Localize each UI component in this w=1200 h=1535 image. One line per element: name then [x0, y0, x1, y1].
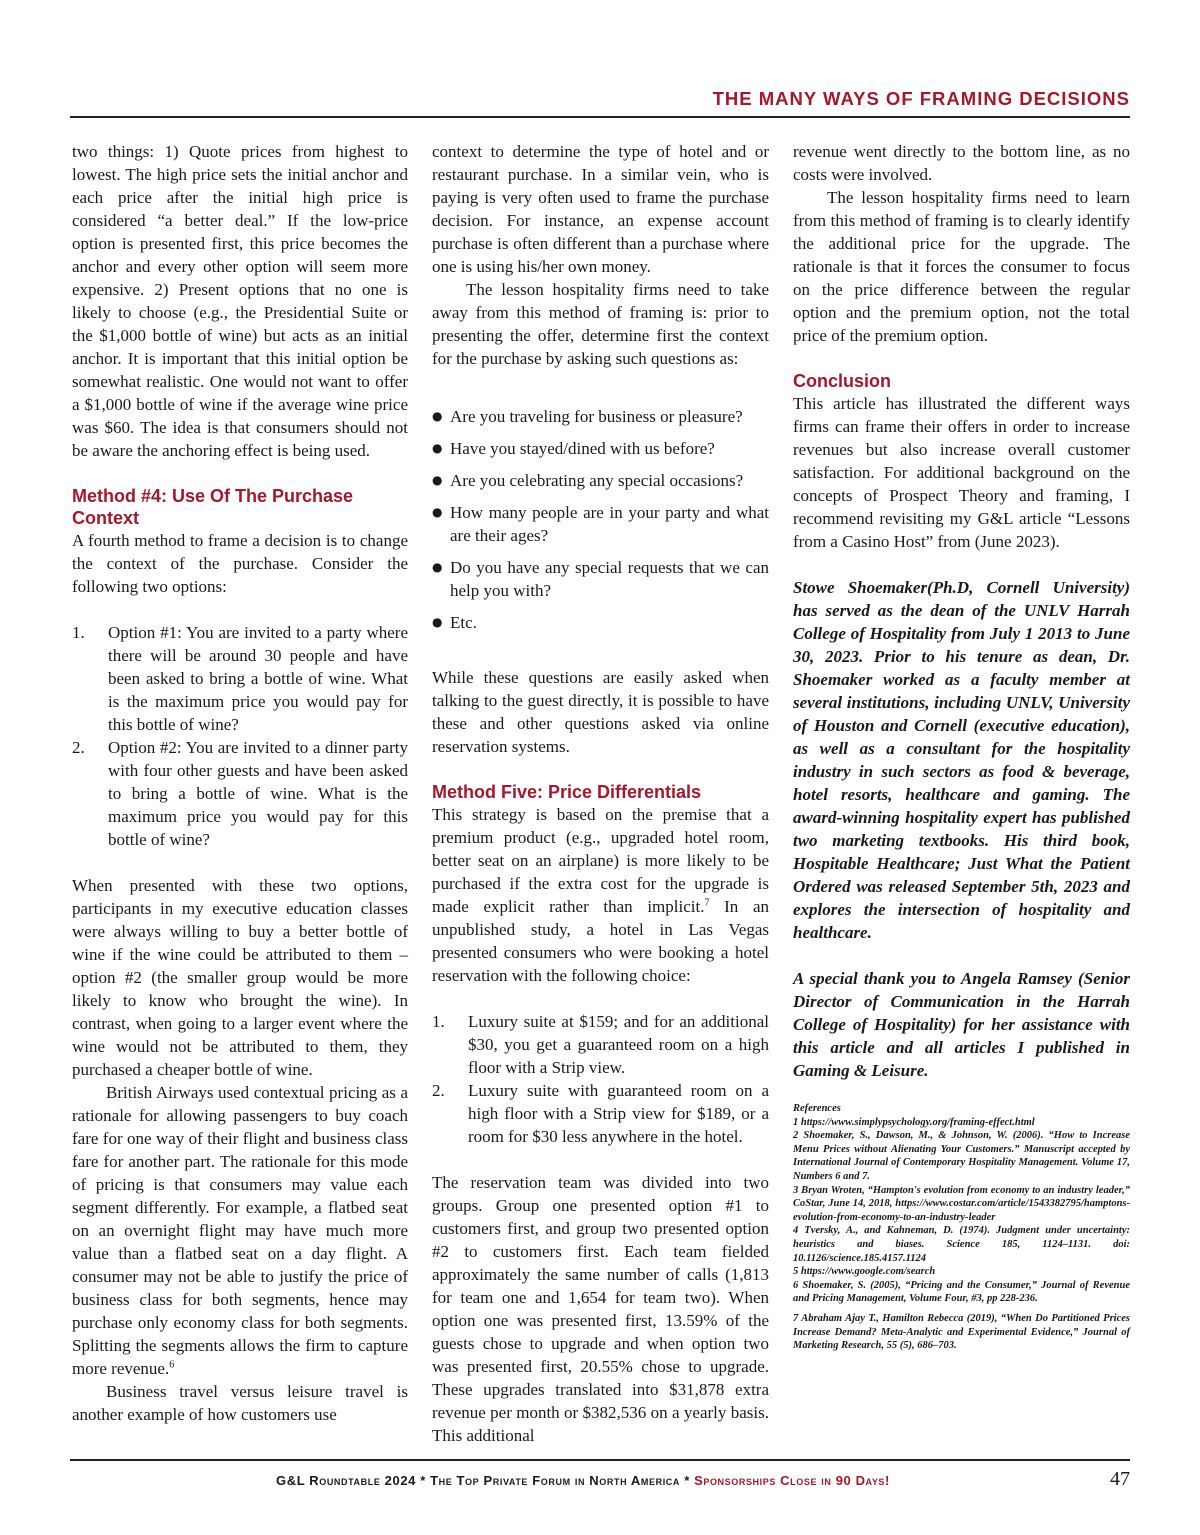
column-1	[72, 140, 408, 1426]
col1-paragraph: A fourth method to frame a decision is to change the context of the purchase. Consider the following two options:	[72, 531, 408, 596]
col1-paragraph	[72, 1081, 408, 1380]
list-text: Luxury suite at $159; and for an additional $30, you get a guaranteed room on a high floor with a Strip view.	[468, 1012, 769, 1077]
list-text: Luxury suite with guaranteed room on a high floor with a Strip view for $189, or a room for $30 less anywhere in the hotel.	[468, 1081, 769, 1146]
col2-paragraph: The lesson hospitality firms need to take away from this method of framing is: prior to presenting the offer, determine first the context for the purchase by asking such questions as:	[432, 280, 769, 368]
reference-item: 7 Abraham Ajay T., Hamilton Rebecca (2019), “When Do Partitioned Prices Increase Demand? Meta-Analytic and Experimental Evidence,” Journal of Marketing Research, 55 (5), 686–703.	[793, 1312, 1130, 1352]
list-number: 1.	[432, 1012, 445, 1031]
paragraph-text: In an unpublished study, a hotel in Las Vegas presented consumers who were booking a hotel reservation with the following choice:	[432, 897, 769, 985]
col3-paragraph: The lesson hospitality firms need to learn from this method of framing is to clearly identify the additional price for the upgrade. The rationale is that it forces the consumer to focus on the price difference between the regular option and the premium option, not the total price of the premium option.	[793, 188, 1130, 345]
footnote-ref: 7	[704, 897, 710, 909]
list-text: Are you traveling for business or pleasure?	[450, 407, 743, 426]
list-text: Are you celebrating any special occasions?	[450, 471, 744, 490]
page-number: 47	[1110, 1468, 1130, 1490]
question-list	[432, 405, 769, 634]
list-number: 1.	[72, 623, 85, 642]
col2-paragraph	[432, 803, 769, 987]
col3-paragraph: This article has illustrated the different ways firms can frame their offers in order to increase revenues but also increase overall customer satisfaction. For additional background on the concepts of Prospect Theory and framing, I recommend revisiting my G&L article “Lessons from a Casino Host” from (June 2023).	[793, 394, 1130, 551]
section-heading-method-5: Method Five: Price Differentials	[432, 782, 702, 802]
section-heading-conclusion: Conclusion	[793, 371, 891, 391]
footer-sponsor-text: Sponsorships Close in 90 Days!	[694, 1473, 890, 1488]
bullet-icon: ●	[432, 409, 443, 423]
list-text: Etc.	[450, 613, 477, 632]
wine-options-list	[72, 621, 408, 851]
list-item	[432, 556, 769, 602]
list-item	[432, 405, 769, 428]
col2-paragraph: While these questions are easily asked when talking to the guest directly, it is possible to have these and other questions asked via online reservation systems.	[432, 668, 769, 756]
list-number: 2.	[72, 738, 85, 757]
header-rule	[70, 116, 1130, 118]
paragraph-text: British Airways used contextual pricing as a rationale for allowing passengers to buy coach fare for one way of their flight and business class fare for another part. The rationale for this mode of pricing is that consumers may value each segment differently. For example, a flatbed seat on an overnight flight may have much more value than a flatbed seat on a day flight. A consumer may not be able to justify the price of business class for both segments, hence may purchase only economy class for both segments. Splitting the segments allows the firm to capture more revenue.	[72, 1083, 408, 1378]
references-heading: References	[793, 1103, 841, 1114]
hotel-choice-list	[432, 1010, 769, 1148]
column-2	[432, 140, 769, 1447]
list-item	[432, 437, 769, 460]
section-heading-method-4: Method #4: Use Of The Purchase Context	[72, 486, 354, 528]
reference-item: 3 Bryan Wroten, “Hampton's evolution from economy to an industry leader,” CoStar, June 14, 2018, https://www.costar.com/article/1543382795/hamptons-evolution-from-economy-to-an-industry-leader	[793, 1184, 1130, 1223]
bullet-icon: ●	[432, 441, 443, 455]
col1-paragraph: When presented with these two options, participants in my executive education classes were always willing to buy a better bottle of wine if the wine could be attributed to them – option #2 (the smaller group would be more likely to know who brought the wine). In contrast, when going to a larger event where the wine would not be attributed to them, they purchased a cheaper bottle of wine.	[72, 876, 408, 1079]
list-item	[432, 611, 769, 634]
running-header: THE MANY WAYS OF FRAMING DECISIONS	[712, 88, 1130, 109]
col2-paragraph: The reservation team was divided into two groups. Group one presented option #1 to customers first, and group two presented option #2 to customers first. Each team fielded approximately the same number of calls (1,813 for team one and 1,654 for team two). When option one was presented first, 13.59% of the guests chose to upgrade and when option two was presented first, 20.55% chose to upgrade. These upgrades translated into $31,878 extra revenue per month or $382,536 on a yearly basis. This additional	[432, 1173, 769, 1445]
list-item	[432, 469, 769, 492]
reference-item: 4 Tversky, A., and Kahneman, D. (1974). Judgment under uncertainty: heuristics and biases. Science 185, 1124–1131. doi: 10.1126/science.185.4157.1124	[793, 1225, 1130, 1264]
footer-text: G&L Roundtable 2024 * The Top Private Forum in North America *	[276, 1473, 695, 1488]
list-text: Do you have any special requests that we can help you with?	[450, 558, 769, 600]
col2-paragraph: context to determine the type of hotel and or restaurant purchase. In a similar vein, who is paying is very often used to frame the purchase decision. For instance, an expense account purchase is often different than a purchase where one is using his/her own money.	[432, 142, 769, 276]
list-item	[432, 1010, 769, 1079]
list-text: How many people are in your party and what are their ages?	[450, 503, 769, 545]
bullet-icon: ●	[432, 473, 443, 487]
author-bio: Stowe Shoemaker(Ph.D, Cornell University) has served as the dean of the UNLV Harrah College of Hospitality from July 1 2013 to June 30, 2023. Prior to his tenure as dean, Dr. Shoemaker worked as a faculty member at several institutions, including UNLV, University of Houston and Cornell (executive education), as well as a consultant for the hospitality industry in such sectors as food & beverage, hotel resorts, healthcare and gaming. The award-winning hospitality expert has published two marketing textbooks. His third book, Hospitable Healthcare; Just What the Patient Ordered was released September 5th, 2023 and explores the intersection of hospitality and healthcare.	[793, 578, 1130, 942]
bullet-icon: ●	[432, 560, 443, 574]
reference-item: 2 Shoemaker, S., Dawson, M., & Johnson, W. (2006). “How to Increase Menu Prices without Alienating Your Customers.” Manuscript accepted by International Journal of Contemporary Hospitality Management. Volume 17, Numbers 6 and 7.	[793, 1130, 1130, 1182]
paragraph-text: This strategy is based on the premise that a premium product (e.g., upgraded hotel room, better seat on an airplane) is more likely to be purchased if the extra cost for the upgrade is made explicit rather than implicit.	[432, 805, 769, 916]
acknowledgement: A special thank you to Angela Ramsey (Senior Director of Communication in the Harrah College of Hospitality) for her assistance with this article and all articles I published in Gaming & Leisure.	[793, 969, 1130, 1080]
footnote-ref: 6	[169, 1359, 175, 1371]
col1-paragraph: two things: 1) Quote prices from highest to lowest. The high price sets the initial anchor and each price after the initial high price is considered “a better deal.” If the low-price option is presented first, this price becomes the anchor and every other option will seem more expensive. 2) Present options that no one is likely to choose (e.g., the Presidential Suite or the $1,000 bottle of wine) but acts as an initial anchor. It is important that this initial option be somewhat realistic. One would not want to offer a $1,000 bottle of wine if the average wine price was $60. The idea is that consumers should not be aware the anchoring effect is being used.	[72, 142, 408, 460]
list-text: Have you stayed/dined with us before?	[450, 439, 715, 458]
column-3	[793, 140, 1130, 1353]
reference-item: 6 Shoemaker, S. (2005), “Pricing and the Consumer,” Journal of Revenue and Pricing Management, Volume Four, #3, pp 228-236.	[793, 1279, 1130, 1305]
bullet-icon: ●	[432, 615, 443, 629]
list-item	[432, 1079, 769, 1148]
footer-banner	[70, 1473, 1096, 1488]
reference-item: 1 https://www.simplypsychology.org/framing-effect.html	[793, 1116, 1035, 1128]
bullet-icon: ●	[432, 505, 443, 519]
footer-rule	[70, 1459, 1130, 1461]
reference-item: 5 https://www.google.com/search	[793, 1266, 936, 1278]
col3-paragraph: revenue went directly to the bottom line, as no costs were involved.	[793, 142, 1130, 184]
list-item	[432, 501, 769, 547]
list-text: Option #2: You are invited to a dinner party with four other guests and have been asked to bring a bottle of wine. What is the maximum price you would pay for this bottle of wine?	[108, 738, 408, 849]
col1-paragraph: Business travel versus leisure travel is another example of how customers use	[72, 1382, 408, 1424]
references	[793, 1102, 1130, 1353]
list-item	[72, 736, 408, 851]
list-item	[72, 621, 408, 736]
list-text: Option #1: You are invited to a party where there will be around 30 people and have been asked to bring a bottle of wine. What is the maximum price you would pay for this bottle of wine?	[108, 623, 408, 734]
list-number: 2.	[432, 1081, 445, 1100]
